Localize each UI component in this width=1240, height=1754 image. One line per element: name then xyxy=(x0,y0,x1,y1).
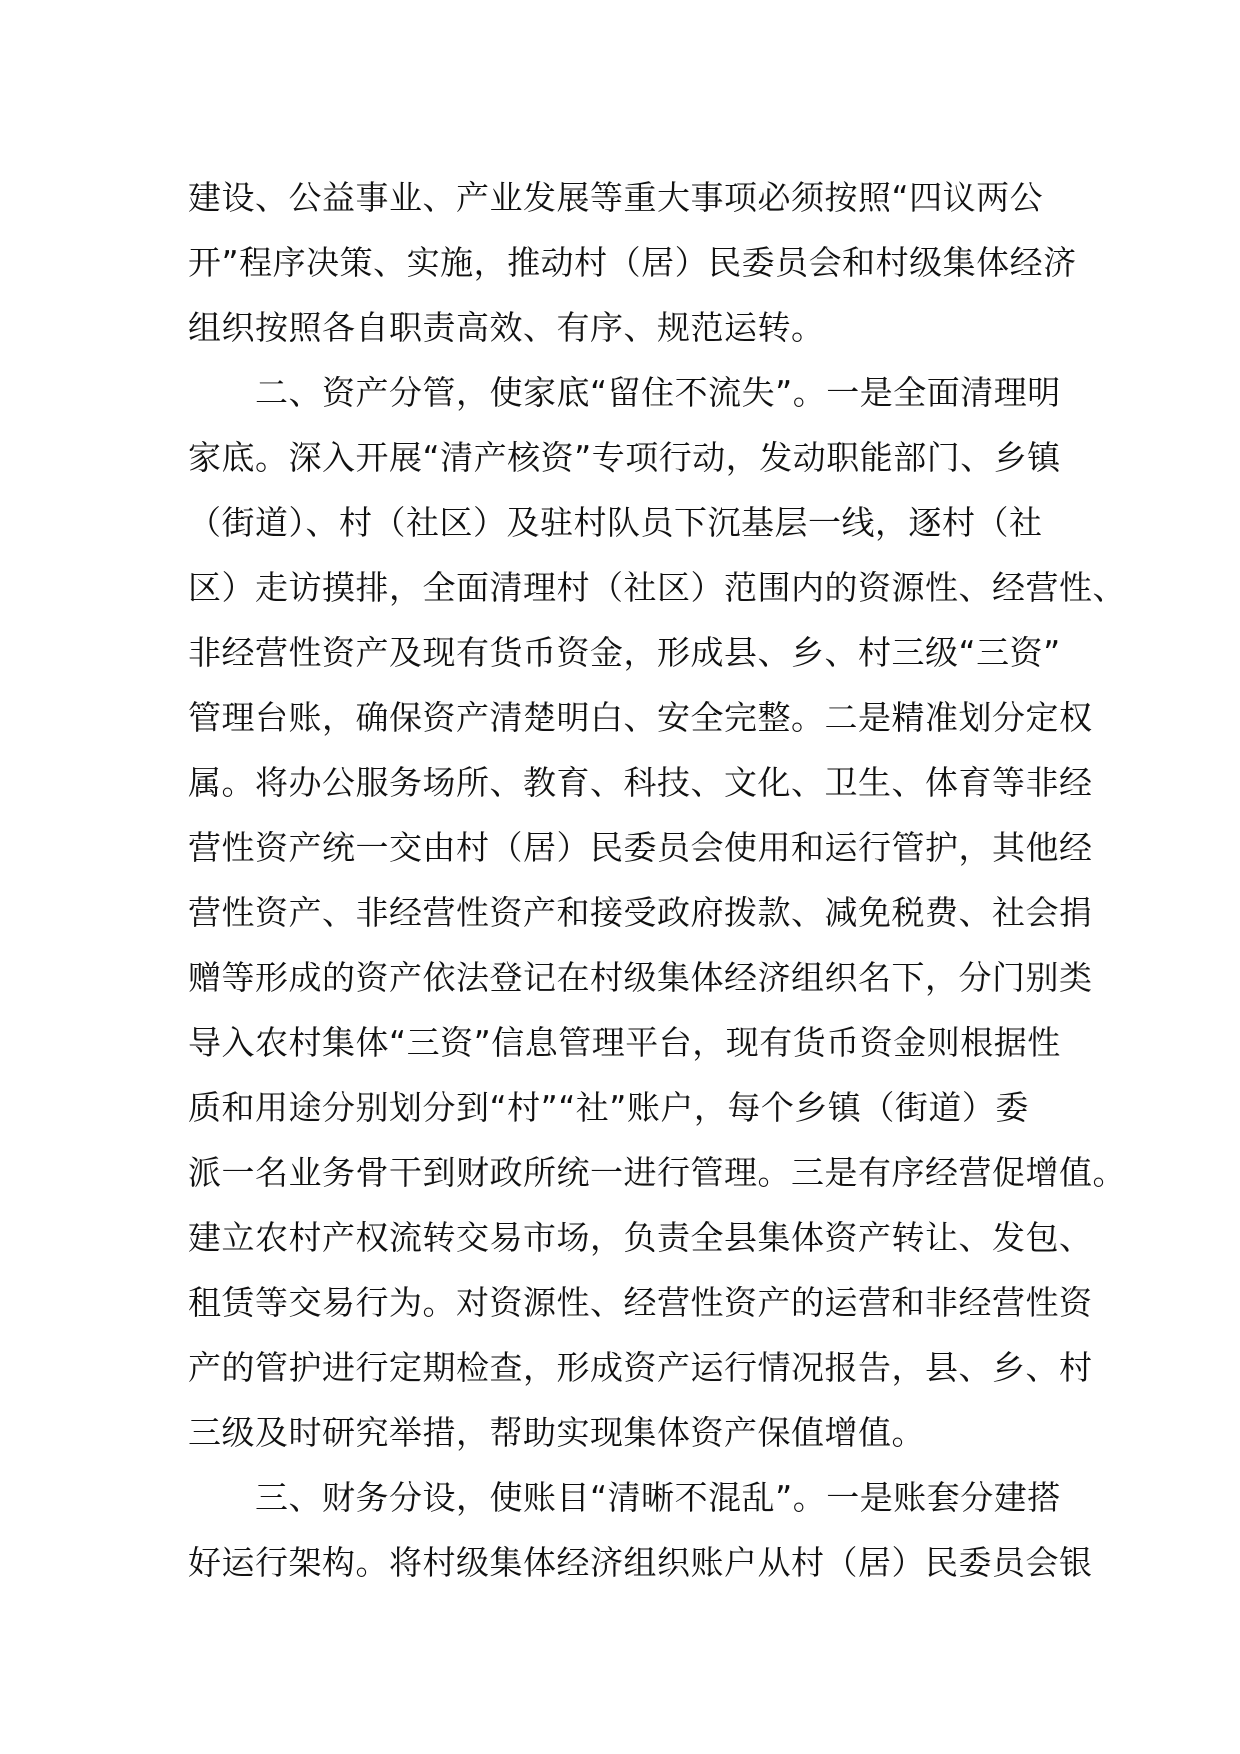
text-line: 家底。深入开展“清产核资”专项行动，发动职能部门、乡镇 xyxy=(188,438,1061,477)
text-line: 非经营性资产及现有货币资金，形成县、乡、村三级“三资” xyxy=(188,633,1061,672)
text-line: 三、财务分设，使账目“清晰不混乱”。一是账套分建搭 xyxy=(188,1478,1061,1517)
text-line: 派一名业务骨干到财政所统一进行管理。三是有序经营促增值。 xyxy=(188,1153,1126,1192)
text-line: 营性资产、非经营性资产和接受政府拨款、减免税费、社会捐 xyxy=(188,893,1093,932)
text-line: 质和用途分别划分到“村”“社”账户，每个乡镇（街道）委 xyxy=(188,1088,1029,1127)
text-line: （街道）、村（社区）及驻村队员下沉基层一线，逐村（社 xyxy=(188,503,1043,542)
text-line: 好运行架构。将村级集体经济组织账户从村（居）民委员会银 xyxy=(188,1543,1093,1582)
text-line: 产的管护进行定期检查，形成资产运行情况报告，县、乡、村 xyxy=(188,1348,1093,1387)
text-line: 二、资产分管，使家底“留住不流失”。一是全面清理明 xyxy=(188,373,1061,412)
text-line: 属。将办公服务场所、教育、科技、文化、卫生、体育等非经 xyxy=(188,763,1093,802)
text-line: 组织按照各自职责高效、有序、规范运转。 xyxy=(188,308,825,347)
text-line: 营性资产统一交由村（居）民委员会使用和运行管护，其他经 xyxy=(188,828,1093,867)
text-line: 租赁等交易行为。对资源性、经营性资产的运营和非经营性资 xyxy=(188,1283,1093,1322)
text-line: 建设、公益事业、产业发展等重大事项必须按照“四议两公 xyxy=(188,178,1044,217)
text-line: 三级及时研究举措，帮助实现集体资产保值增值。 xyxy=(188,1413,925,1452)
text-line: 赠等形成的资产依法登记在村级集体经济组织名下，分门别类 xyxy=(188,958,1093,997)
text-line: 管理台账，确保资产清楚明白、安全完整。二是精准划分定权 xyxy=(188,698,1093,737)
text-line: 区）走访摸排，全面清理村（社区）范围内的资源性、经营性、 xyxy=(188,568,1126,607)
text-line: 导入农村集体“三资”信息管理平台，现有货币资金则根据性 xyxy=(188,1023,1061,1062)
body-text xyxy=(188,165,1126,1595)
text-line: 建立农村产权流转交易市场，负责全县集体资产转让、发包、 xyxy=(188,1218,1093,1257)
text-line: 开”程序决策、实施，推动村（居）民委员会和村级集体经济 xyxy=(188,243,1077,282)
